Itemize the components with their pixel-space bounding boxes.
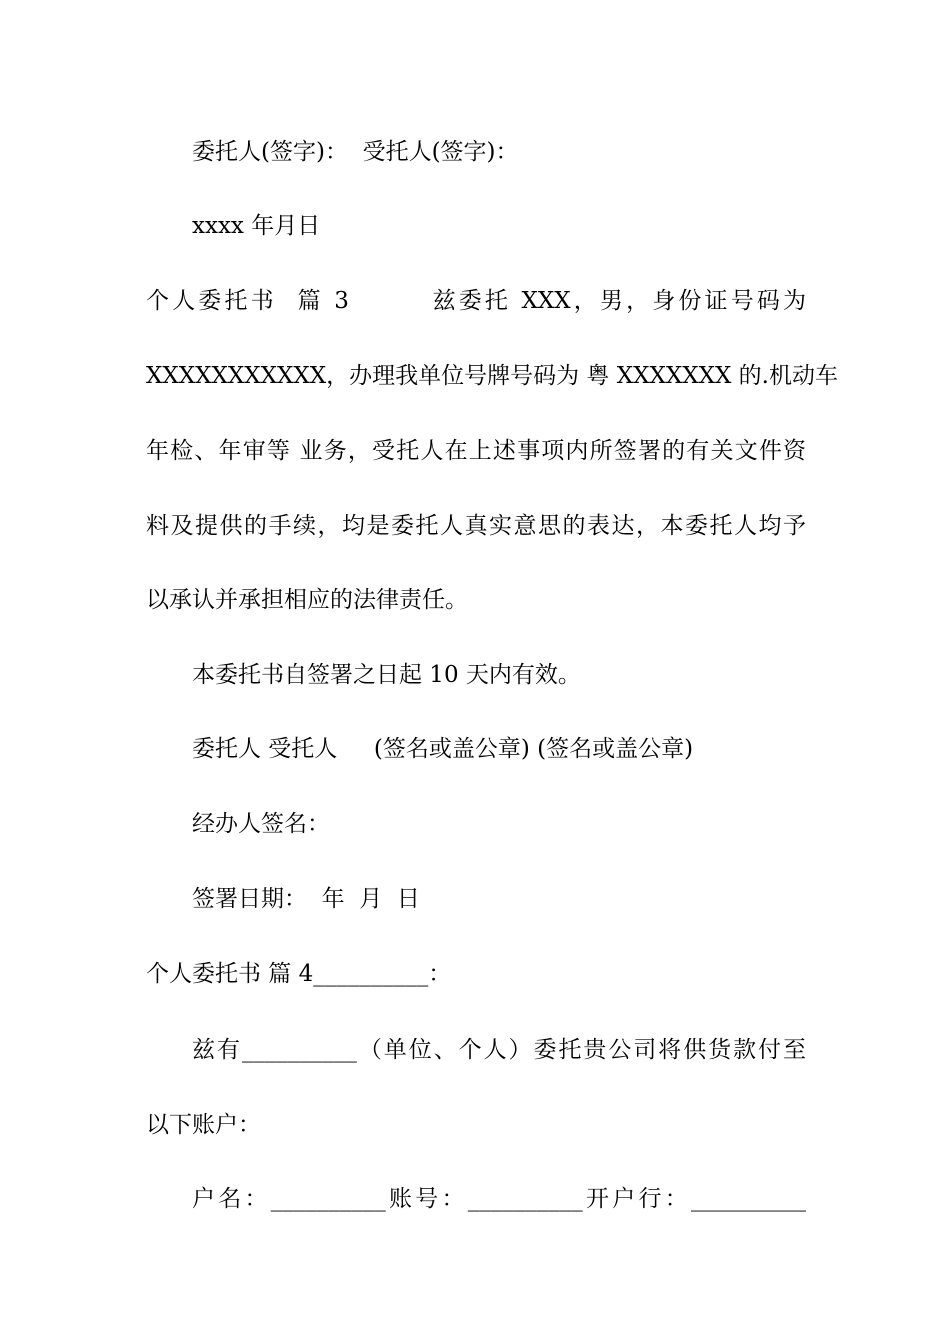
paragraph-line: 以下账户： [146,1112,261,1138]
section-3-heading-line: 个人委托书 篇 3 兹委托 XXX，男，身份证号码为 [146,288,806,314]
paragraph-line: 年检、年审等 业务，受托人在上述事项内所签署的有关文件资 [146,438,806,464]
paragraph-line: 料及提供的手续，均是委托人真实意思的表达，本委托人均予 [146,513,806,539]
handler-signature-line: 经办人签名： [192,811,330,837]
paragraph-line: 兹有__________（单位、个人）委托贵公司将供货款付至 [192,1037,806,1063]
signatories-line: 委托人 受托人 (签名或盖公章) (签名或盖公章) [192,736,694,762]
section-4-heading-line: 个人委托书 篇 4__________： [146,961,452,987]
date-line: xxxx 年月日 [192,213,321,239]
paragraph-line: XXXXXXXXXXX，办理我单位号牌号码为 粤 XXXXXXX 的.机动车 [146,363,838,389]
account-fields-line: 户名：__________账号：__________开户行：__________ [192,1186,806,1212]
signature-line: 委托人(签字)： 受托人(签字)： [192,139,519,165]
validity-line: 本委托书自签署之日起 10 天内有效。 [192,662,581,688]
paragraph-line: 以承认并承担相应的法律责任。 [146,587,468,613]
signing-date-line: 签署日期： 年 月 日 [192,886,420,912]
